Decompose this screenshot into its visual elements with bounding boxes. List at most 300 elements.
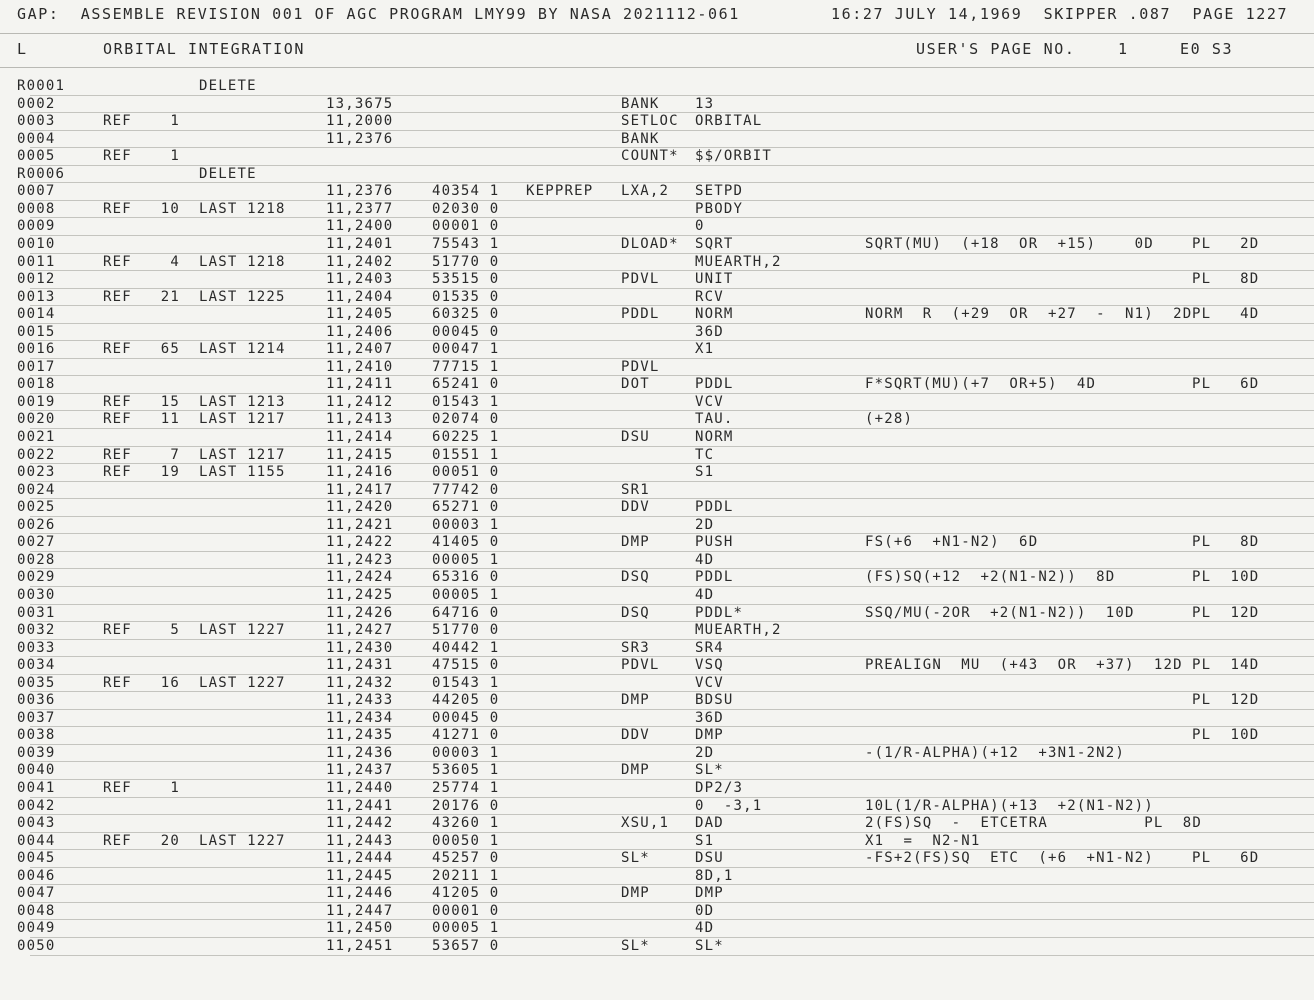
operand: DMP xyxy=(695,727,724,744)
address: 11,2436 xyxy=(326,744,394,761)
octal-code: 43260 1 xyxy=(432,815,500,832)
listing-row xyxy=(0,727,1314,745)
listing-row xyxy=(0,903,1314,921)
address: 11,2423 xyxy=(326,551,394,568)
listing-row xyxy=(0,289,1314,307)
listing-row xyxy=(0,710,1314,728)
listing-row xyxy=(0,166,1314,184)
operand: PBODY xyxy=(695,200,744,217)
operand: PDDL* xyxy=(695,604,744,621)
operand: NORM xyxy=(695,306,734,323)
operand: DMP xyxy=(695,885,724,902)
line-number: 0047 xyxy=(17,885,56,902)
operand: VSQ xyxy=(695,657,724,674)
listing-row xyxy=(0,850,1314,868)
address: 11,2446 xyxy=(326,885,394,902)
opcode: LXA,2 xyxy=(621,183,670,200)
line-number: 0050 xyxy=(17,937,56,954)
listing-row xyxy=(0,587,1314,605)
last-ref: LAST 1214 xyxy=(199,341,286,358)
header-timestamp: 16:27 JULY 14,1969 SKIPPER .087 PAGE 1227 xyxy=(831,5,1289,23)
last-ref: LAST 1217 xyxy=(199,446,286,463)
octal-code: 44205 0 xyxy=(432,692,500,709)
comment: 10L(1/R-ALPHA)(+13 +2(N1-N2)) xyxy=(865,797,1154,814)
octal-code: 01535 0 xyxy=(432,288,500,305)
opcode: PDDL xyxy=(621,306,660,323)
address: 11,2444 xyxy=(326,850,394,867)
last-ref: DELETE xyxy=(199,78,257,94)
pushlist-note: PL 2D xyxy=(1192,235,1260,252)
listing-row xyxy=(0,745,1314,763)
last-ref: LAST 1218 xyxy=(199,200,286,217)
line-number: 0023 xyxy=(17,464,56,481)
line-number: R0006 xyxy=(17,165,66,182)
comment: (FS)SQ(+12 +2(N1-N2)) 8D xyxy=(865,569,1116,586)
comment: FS(+6 +N1-N2) 6D xyxy=(865,534,1039,551)
operand: MUEARTH,2 xyxy=(695,622,782,639)
octal-code: 40354 1 xyxy=(432,183,500,200)
ref-count: REF 4 xyxy=(103,253,181,270)
comment: PREALIGN MU (+43 OR +37) 12D xyxy=(865,657,1183,674)
last-ref: LAST 1225 xyxy=(199,288,286,305)
octal-code: 60325 0 xyxy=(432,306,500,323)
octal-code: 53657 0 xyxy=(432,937,500,954)
operand: 4D xyxy=(695,551,715,568)
listing-row xyxy=(0,218,1314,236)
listing-row xyxy=(0,534,1314,552)
line-number: 0009 xyxy=(17,218,56,235)
line-number: 0029 xyxy=(17,569,56,586)
address: 11,2437 xyxy=(326,762,394,779)
opcode: DMP xyxy=(621,534,650,551)
line-number: 0002 xyxy=(17,95,56,112)
ref-count: REF 1 xyxy=(103,148,181,165)
address: 11,2410 xyxy=(326,358,394,375)
line-number: 0040 xyxy=(17,762,56,779)
opcode: PDVL xyxy=(621,657,660,674)
line-number: 0031 xyxy=(17,604,56,621)
listing-row xyxy=(0,429,1314,447)
octal-code: 00003 1 xyxy=(432,516,500,533)
listing-row xyxy=(0,201,1314,219)
octal-code: 25774 1 xyxy=(432,780,500,796)
listing-row xyxy=(0,605,1314,623)
address: 11,2417 xyxy=(326,481,394,498)
line-number: 0018 xyxy=(17,376,56,393)
address: 11,2401 xyxy=(326,235,394,252)
listing-row xyxy=(0,482,1314,500)
listing-row xyxy=(0,324,1314,342)
operand: 0 xyxy=(695,218,705,235)
line-number: 0039 xyxy=(17,744,56,761)
address: 11,2442 xyxy=(326,815,394,832)
address: 11,2404 xyxy=(326,288,394,305)
address: 11,2427 xyxy=(326,622,394,639)
listing-row xyxy=(0,236,1314,254)
listing-row xyxy=(0,552,1314,570)
operand: 4D xyxy=(695,920,715,937)
ref-count: REF 7 xyxy=(103,446,181,463)
operand: VCV xyxy=(695,393,724,410)
line-number: 0021 xyxy=(17,429,56,445)
section-title: ORBITAL INTEGRATION xyxy=(103,40,305,58)
line-number: 0035 xyxy=(17,674,56,691)
listing-row xyxy=(0,376,1314,394)
operand: PDDL xyxy=(695,376,734,393)
operand: SL* xyxy=(695,937,724,954)
octal-code: 00005 1 xyxy=(432,551,500,568)
ref-count: REF 21 xyxy=(103,288,181,305)
operand: 0 -3,1 xyxy=(695,797,763,814)
opcode: DMP xyxy=(621,885,650,902)
line-number: 0049 xyxy=(17,920,56,937)
opcode: PDVL xyxy=(621,358,660,375)
opcode: SR1 xyxy=(621,481,650,498)
ref-count: REF 10 xyxy=(103,200,181,217)
ref-count: REF 11 xyxy=(103,411,181,428)
line-number: 0032 xyxy=(17,622,56,639)
operand: UNIT xyxy=(695,271,734,288)
opcode: COUNT* xyxy=(621,148,679,165)
line-number: 0027 xyxy=(17,534,56,551)
opcode: SL* xyxy=(621,937,650,954)
address: 13,3675 xyxy=(326,95,394,112)
opcode: XSU,1 xyxy=(621,815,670,832)
ref-count: REF 1 xyxy=(103,113,181,130)
listing-row xyxy=(0,622,1314,640)
operand: SETPD xyxy=(695,183,744,200)
operand: S1 xyxy=(695,464,715,481)
pushlist-note: PL 6D xyxy=(1192,850,1260,867)
line-number: 0012 xyxy=(17,271,56,288)
line-number: 0034 xyxy=(17,657,56,674)
opcode: SETLOC xyxy=(621,113,679,130)
line-number: 0008 xyxy=(17,200,56,217)
comment: -FS+2(FS)SQ ETC (+6 +N1-N2) xyxy=(865,850,1154,867)
listing-row xyxy=(0,113,1314,131)
octal-code: 40442 1 xyxy=(432,639,500,656)
listing-row xyxy=(0,798,1314,816)
octal-code: 77715 1 xyxy=(432,358,500,375)
opcode: BANK xyxy=(621,130,660,147)
line-number: 0048 xyxy=(17,902,56,919)
operand: 36D xyxy=(695,709,724,726)
line-number: 0022 xyxy=(17,446,56,463)
listing-row xyxy=(0,868,1314,886)
octal-code: 41271 0 xyxy=(432,727,500,744)
octal-code: 00045 0 xyxy=(432,323,500,340)
address: 11,2425 xyxy=(326,586,394,603)
line-number: 0046 xyxy=(17,867,56,884)
address: 11,2431 xyxy=(326,657,394,674)
line-number: 0025 xyxy=(17,499,56,516)
address: 11,2407 xyxy=(326,341,394,358)
opcode: DLOAD* xyxy=(621,235,679,252)
listing-row xyxy=(0,254,1314,272)
ref-count: REF 65 xyxy=(103,341,181,358)
line-number: 0014 xyxy=(17,306,56,323)
address: 11,2440 xyxy=(326,780,394,796)
address: 11,2411 xyxy=(326,376,394,393)
line-number: 0010 xyxy=(17,235,56,252)
line-number: 0016 xyxy=(17,341,56,358)
octal-code: 53605 1 xyxy=(432,762,500,779)
header-title: GAP: ASSEMBLE REVISION 001 OF AGC PROGRAM LMY99 BY NASA 2021112-061 xyxy=(17,5,740,23)
listing-row xyxy=(0,675,1314,693)
last-ref: LAST 1227 xyxy=(199,622,286,639)
operand: ORBITAL xyxy=(695,113,763,130)
listing-row xyxy=(0,341,1314,359)
last-ref: LAST 1155 xyxy=(199,464,286,481)
ref-count: REF 16 xyxy=(103,674,181,691)
opcode: DDV xyxy=(621,727,650,744)
line-number: 0017 xyxy=(17,358,56,375)
address: 11,2403 xyxy=(326,271,394,288)
line-number: 0005 xyxy=(17,148,56,165)
operand: DAD xyxy=(695,815,724,832)
address: 11,2424 xyxy=(326,569,394,586)
ref-count: REF 5 xyxy=(103,622,181,639)
address: 11,2400 xyxy=(326,218,394,235)
ref-count: REF 1 xyxy=(103,780,181,796)
operand: PDDL xyxy=(695,569,734,586)
octal-code: 20176 0 xyxy=(432,797,500,814)
pushlist-note: PL 14D xyxy=(1192,657,1260,674)
line-number: 0011 xyxy=(17,253,56,270)
comment: NORM R (+29 OR +27 - N1) 2D xyxy=(865,306,1193,323)
address: 11,2376 xyxy=(326,130,394,147)
address: 11,2435 xyxy=(326,727,394,744)
octal-code: 41205 0 xyxy=(432,885,500,902)
address: 11,2441 xyxy=(326,797,394,814)
operand: PDDL xyxy=(695,499,734,516)
address: 11,2434 xyxy=(326,709,394,726)
octal-code: 47515 0 xyxy=(432,657,500,674)
ref-count: REF 15 xyxy=(103,393,181,410)
octal-code: 75543 1 xyxy=(432,235,500,252)
listing-row xyxy=(0,833,1314,851)
listing-row xyxy=(0,815,1314,833)
address: 11,2420 xyxy=(326,499,394,516)
line-number: 0019 xyxy=(17,393,56,410)
line-number: 0041 xyxy=(17,780,56,796)
operand: DP2/3 xyxy=(695,780,744,796)
comment: 2(FS)SQ - ETCETRA PL 8D xyxy=(865,815,1203,832)
comment: X1 = N2-N1 xyxy=(865,832,981,849)
listing-row xyxy=(0,394,1314,412)
opcode: DOT xyxy=(621,376,650,393)
operand: S1 xyxy=(695,832,715,849)
pushlist-note: PL 10D xyxy=(1192,569,1260,586)
octal-code: 65241 0 xyxy=(432,376,500,393)
listing-row xyxy=(0,920,1314,938)
address: 11,2402 xyxy=(326,253,394,270)
subheader-rule xyxy=(0,67,1314,68)
octal-code: 01543 1 xyxy=(432,393,500,410)
octal-code: 53515 0 xyxy=(432,271,500,288)
comment: -(1/R-ALPHA)(+12 +3N1-2N2) xyxy=(865,744,1125,761)
listing-row xyxy=(0,78,1314,96)
eo-label: E0 S3 xyxy=(1180,40,1234,58)
octal-code: 77742 0 xyxy=(432,481,500,498)
octal-code: 65271 0 xyxy=(432,499,500,516)
listing-row xyxy=(0,271,1314,289)
address: 11,2421 xyxy=(326,516,394,533)
opcode: PDVL xyxy=(621,271,660,288)
address: 11,2412 xyxy=(326,393,394,410)
address: 11,2447 xyxy=(326,902,394,919)
octal-code: 60225 1 xyxy=(432,429,500,445)
listing-row xyxy=(0,692,1314,710)
last-ref: LAST 1227 xyxy=(199,832,286,849)
listing-row xyxy=(0,762,1314,780)
address: 11,2414 xyxy=(326,429,394,445)
line-number: 0024 xyxy=(17,481,56,498)
line-number: 0015 xyxy=(17,323,56,340)
line-number: 0036 xyxy=(17,692,56,709)
octal-code: 51770 0 xyxy=(432,622,500,639)
operand: DSU xyxy=(695,850,724,867)
operand: TC xyxy=(695,446,715,463)
listing-row xyxy=(0,657,1314,675)
octal-code: 65316 0 xyxy=(432,569,500,586)
octal-code: 45257 0 xyxy=(432,850,500,867)
opcode: DSU xyxy=(621,429,650,445)
octal-code: 01551 1 xyxy=(432,446,500,463)
pushlist-note: PL 12D xyxy=(1192,604,1260,621)
octal-code: 51770 0 xyxy=(432,253,500,270)
section-marker: L xyxy=(17,40,28,58)
pushlist-note: PL 8D xyxy=(1192,271,1260,288)
listing-row xyxy=(0,131,1314,149)
listing-row xyxy=(0,148,1314,166)
line-number: 0028 xyxy=(17,551,56,568)
operand: VCV xyxy=(695,674,724,691)
address: 11,2376 xyxy=(326,183,394,200)
comment: SQRT(MU) (+18 OR +15) 0D xyxy=(865,235,1154,252)
address: 11,2405 xyxy=(326,306,394,323)
operand: 2D xyxy=(695,516,715,533)
octal-code: 20211 1 xyxy=(432,867,500,884)
line-number: 0037 xyxy=(17,709,56,726)
address: 11,2430 xyxy=(326,639,394,656)
opcode: BANK xyxy=(621,95,660,112)
user-page-number: USER'S PAGE NO. 1 xyxy=(916,40,1129,58)
address: 11,2443 xyxy=(326,832,394,849)
opcode: DMP xyxy=(621,692,650,709)
listing-row xyxy=(0,499,1314,517)
octal-code: 00050 1 xyxy=(432,832,500,849)
operand: BDSU xyxy=(695,692,734,709)
listing-row xyxy=(0,183,1314,201)
opcode: DDV xyxy=(621,499,650,516)
listing-row xyxy=(0,464,1314,482)
comment: SSQ/MU(-2OR +2(N1-N2)) 10D xyxy=(865,604,1135,621)
listing-row xyxy=(0,569,1314,587)
listing-row xyxy=(0,517,1314,535)
line-number: 0026 xyxy=(17,516,56,533)
line-number: 0045 xyxy=(17,850,56,867)
line-number: 0030 xyxy=(17,586,56,603)
address: 11,2377 xyxy=(326,200,394,217)
octal-code: 00001 0 xyxy=(432,218,500,235)
line-number: 0044 xyxy=(17,832,56,849)
octal-code: 41405 0 xyxy=(432,534,500,551)
operand: RCV xyxy=(695,288,724,305)
octal-code: 00047 1 xyxy=(432,341,500,358)
last-ref: LAST 1218 xyxy=(199,253,286,270)
last-ref: LAST 1227 xyxy=(199,674,286,691)
octal-code: 64716 0 xyxy=(432,604,500,621)
operand: X1 xyxy=(695,341,715,358)
line-number: 0007 xyxy=(17,183,56,200)
operand: 8D,1 xyxy=(695,867,734,884)
opcode: DSQ xyxy=(621,569,650,586)
address: 11,2416 xyxy=(326,464,394,481)
last-ref: LAST 1217 xyxy=(199,411,286,428)
row-rule xyxy=(30,955,1314,956)
octal-code: 01543 1 xyxy=(432,674,500,691)
line-number: 0003 xyxy=(17,113,56,130)
pushlist-note: PL 12D xyxy=(1192,692,1260,709)
address: 11,2415 xyxy=(326,446,394,463)
listing-row xyxy=(0,359,1314,377)
line-number: 0043 xyxy=(17,815,56,832)
operand: 2D xyxy=(695,744,715,761)
address: 11,2445 xyxy=(326,867,394,884)
line-number: 0004 xyxy=(17,130,56,147)
operand: NORM xyxy=(695,429,734,445)
label: KEPPREP xyxy=(526,183,594,200)
ref-count: REF 20 xyxy=(103,832,181,849)
address: 11,2413 xyxy=(326,411,394,428)
opcode: SL* xyxy=(621,850,650,867)
octal-code: 00005 1 xyxy=(432,920,500,937)
address: 11,2451 xyxy=(326,937,394,954)
octal-code: 02074 0 xyxy=(432,411,500,428)
address: 11,2426 xyxy=(326,604,394,621)
address: 11,2406 xyxy=(326,323,394,340)
opcode: SR3 xyxy=(621,639,650,656)
operand: SQRT xyxy=(695,235,734,252)
octal-code: 00003 1 xyxy=(432,744,500,761)
opcode: DMP xyxy=(621,762,650,779)
listing-row xyxy=(0,780,1314,798)
line-number: R0001 xyxy=(17,78,66,94)
address: 11,2450 xyxy=(326,920,394,937)
operand: SL* xyxy=(695,762,724,779)
octal-code: 00051 0 xyxy=(432,464,500,481)
last-ref: LAST 1213 xyxy=(199,393,286,410)
operand: MUEARTH,2 xyxy=(695,253,782,270)
listing-row xyxy=(0,306,1314,324)
operand: SR4 xyxy=(695,639,724,656)
line-number: 0042 xyxy=(17,797,56,814)
address: 11,2433 xyxy=(326,692,394,709)
operand: $$/ORBIT xyxy=(695,148,773,165)
pushlist-note: PL 8D xyxy=(1192,534,1260,551)
octal-code: 00001 0 xyxy=(432,902,500,919)
octal-code: 00045 0 xyxy=(432,709,500,726)
line-number: 0013 xyxy=(17,288,56,305)
ref-count: REF 19 xyxy=(103,464,181,481)
listing-row xyxy=(0,447,1314,465)
listing-row xyxy=(0,640,1314,658)
line-number: 0033 xyxy=(17,639,56,656)
listing-row xyxy=(0,885,1314,903)
octal-code: 00005 1 xyxy=(432,586,500,603)
line-number: 0020 xyxy=(17,411,56,428)
